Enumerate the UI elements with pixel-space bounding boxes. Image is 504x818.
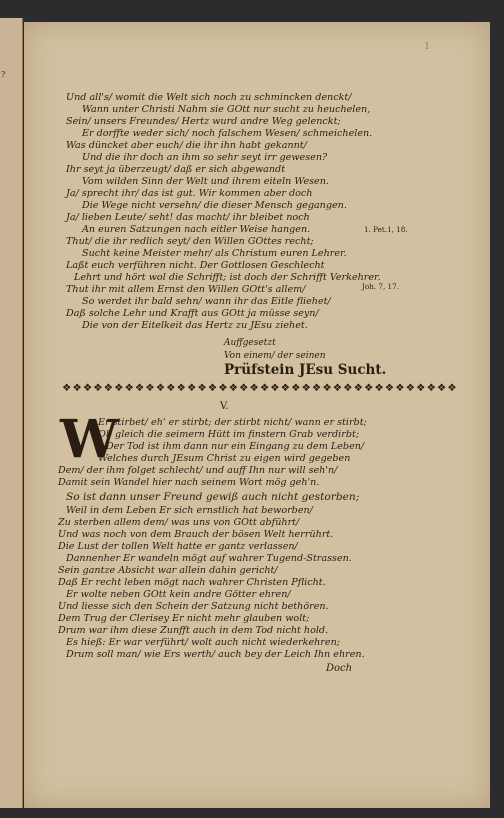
- poem-line: Die von der Eitelkeit das Hertz zu JEsu ziehet.: [82, 320, 308, 331]
- poem-line: Welches durch JEsum Christ zu eigen wird gegeben: [98, 453, 351, 464]
- poem-line: Was düncket aber euch/ die ihr ihn habt gekannt/: [66, 140, 307, 151]
- poem-line: Es hieß: Er war verführt/ wolt auch nicht wiederkehren;: [66, 637, 340, 648]
- poem-line: Sein/ unsers Freundes/ Hertz wurd andre Weg gelenckt;: [66, 116, 341, 127]
- poem-line: Daß solche Lehr und Krafft aus GOtt ja müsse seyn/: [66, 308, 319, 319]
- poem-line: Ja/ sprecht ihr/ das ist gut. Wir kommen aber doch: [66, 188, 313, 199]
- poem-line: Weil in dem Leben Er sich ernstlich hat beworben/: [66, 505, 313, 516]
- poem-line: Damit sein Wandel hier nach seinem Wort mög geh'n.: [58, 477, 320, 488]
- poem-line: Daß Er recht leben mögt nach wahrer Christen Pflicht.: [58, 577, 326, 588]
- poem-line: Und liesse sich den Schein der Satzung nicht bethören.: [58, 601, 329, 612]
- section-number: V.: [220, 401, 229, 412]
- margin-note: 1. Pet.1, 18.: [364, 225, 408, 234]
- poem-line: Und was noch von dem Brauch der bösen Welt herrührt.: [58, 529, 334, 540]
- poem-line: Sucht keine Meister mehr/ als Christum euren Lehrer.: [82, 248, 347, 259]
- ornament-divider: ❖❖❖❖❖❖❖❖❖❖❖❖❖❖❖❖❖❖❖❖❖❖❖❖❖❖❖❖❖❖❖❖❖❖❖❖❖❖: [62, 382, 458, 394]
- poem-line: Wann unter Christi Nahm sie GOtt nur sucht zu heuchelen,: [82, 104, 371, 115]
- poem-line: Thut/ die ihr redlich seyt/ den Willen GOttes recht;: [66, 236, 314, 247]
- poem-line: Er dorffte weder sich/ noch falschem Wesen/ schmeichelen.: [82, 128, 373, 139]
- signature-name: Prüfstein JEsu Sucht.: [224, 362, 387, 378]
- poem-line: An euren Satzungen nach eitler Weise hangen.: [82, 224, 311, 235]
- poem-line: Und die ihr doch an ihm so sehr seyt irr gewesen?: [82, 152, 328, 163]
- catchword: Doch: [326, 663, 353, 674]
- poem-line: Vom wilden Sinn der Welt und ihrem eiteln Wesen.: [82, 176, 329, 187]
- poem-line: Er wolte neben GOtt kein andre Götter ehren/: [66, 589, 291, 600]
- poem-line: Sein gantze Absicht war allein dahin gericht/: [58, 565, 278, 576]
- poem-line: Ihr seyt ja überzeugt/ daß er sich abgewandt: [66, 164, 286, 175]
- document-page: [24, 22, 490, 808]
- poem-line: Die Lust der tollen Welt hatte er gantz verlassen/: [58, 541, 298, 552]
- margin-note: Joh. 7, 17.: [362, 282, 399, 291]
- poem-line: Drum soll man/ wie Ers werth/ auch bey der Leich Ihn ehren.: [66, 649, 365, 660]
- poem-line: Dem/ der ihm folget schlecht/ und auff Ihn nur will seh'n/: [58, 465, 338, 476]
- signature-line: Von einem/ der seinen: [224, 351, 326, 361]
- poem-line: Der Tod ist ihm dann nur ein Eingang zu dem Leben/: [106, 441, 365, 452]
- poem-line: Drum war ihm diese Zunfft auch in dem Tod nicht hold.: [58, 625, 329, 636]
- poem-line: So werdet ihr bald sehn/ wann ihr das Eitle fliehet/: [82, 296, 331, 307]
- poem-line: So ist dann unser Freund gewiß auch nicht gestorben;: [66, 491, 360, 503]
- poem-line: Ob gleich die seimern Hütt im finstern Grab verdirbt;: [98, 429, 360, 440]
- poem-line: Die Wege nicht versehn/ die dieser Mensch gegangen.: [82, 200, 347, 211]
- poem-line: Dannenher Er wandeln mögt auf wahrer Tugend-Strassen.: [66, 553, 352, 564]
- previous-page-edge: [0, 18, 23, 808]
- poem-line: Lehrt und hört wol die Schrifft; ist doch der Schrifft Verkehrer.: [74, 272, 381, 283]
- poem-line: Zu sterben allem dem/ was uns von GOtt abführt/: [58, 517, 300, 528]
- drop-cap: W: [60, 409, 119, 470]
- poem-line: Thut ihr mit allem Ernst den Willen GOtt's allem/: [66, 284, 306, 295]
- poem-line: Dem Trug der Clerisey Er nicht mehr glauben wolt;: [58, 613, 310, 624]
- page-number: 1: [424, 42, 430, 52]
- poem-line: Ja/ lieben Leute/ seht! das macht/ ihr bleibet noch: [66, 212, 310, 223]
- signature-line: Auffgesetzt: [224, 338, 276, 348]
- poem-line: Laßt euch verführen nicht. Der Gottlosen Geschlecht: [66, 260, 325, 271]
- poem-line: Und all's/ womit die Welt sich noch zu schmincken denckt/: [66, 92, 352, 103]
- previous-page-mark: ?: [1, 70, 6, 79]
- poem-line: Er stirbet/ eh' er stirbt; der stirbt nicht/ wann er stirbt;: [98, 417, 367, 428]
